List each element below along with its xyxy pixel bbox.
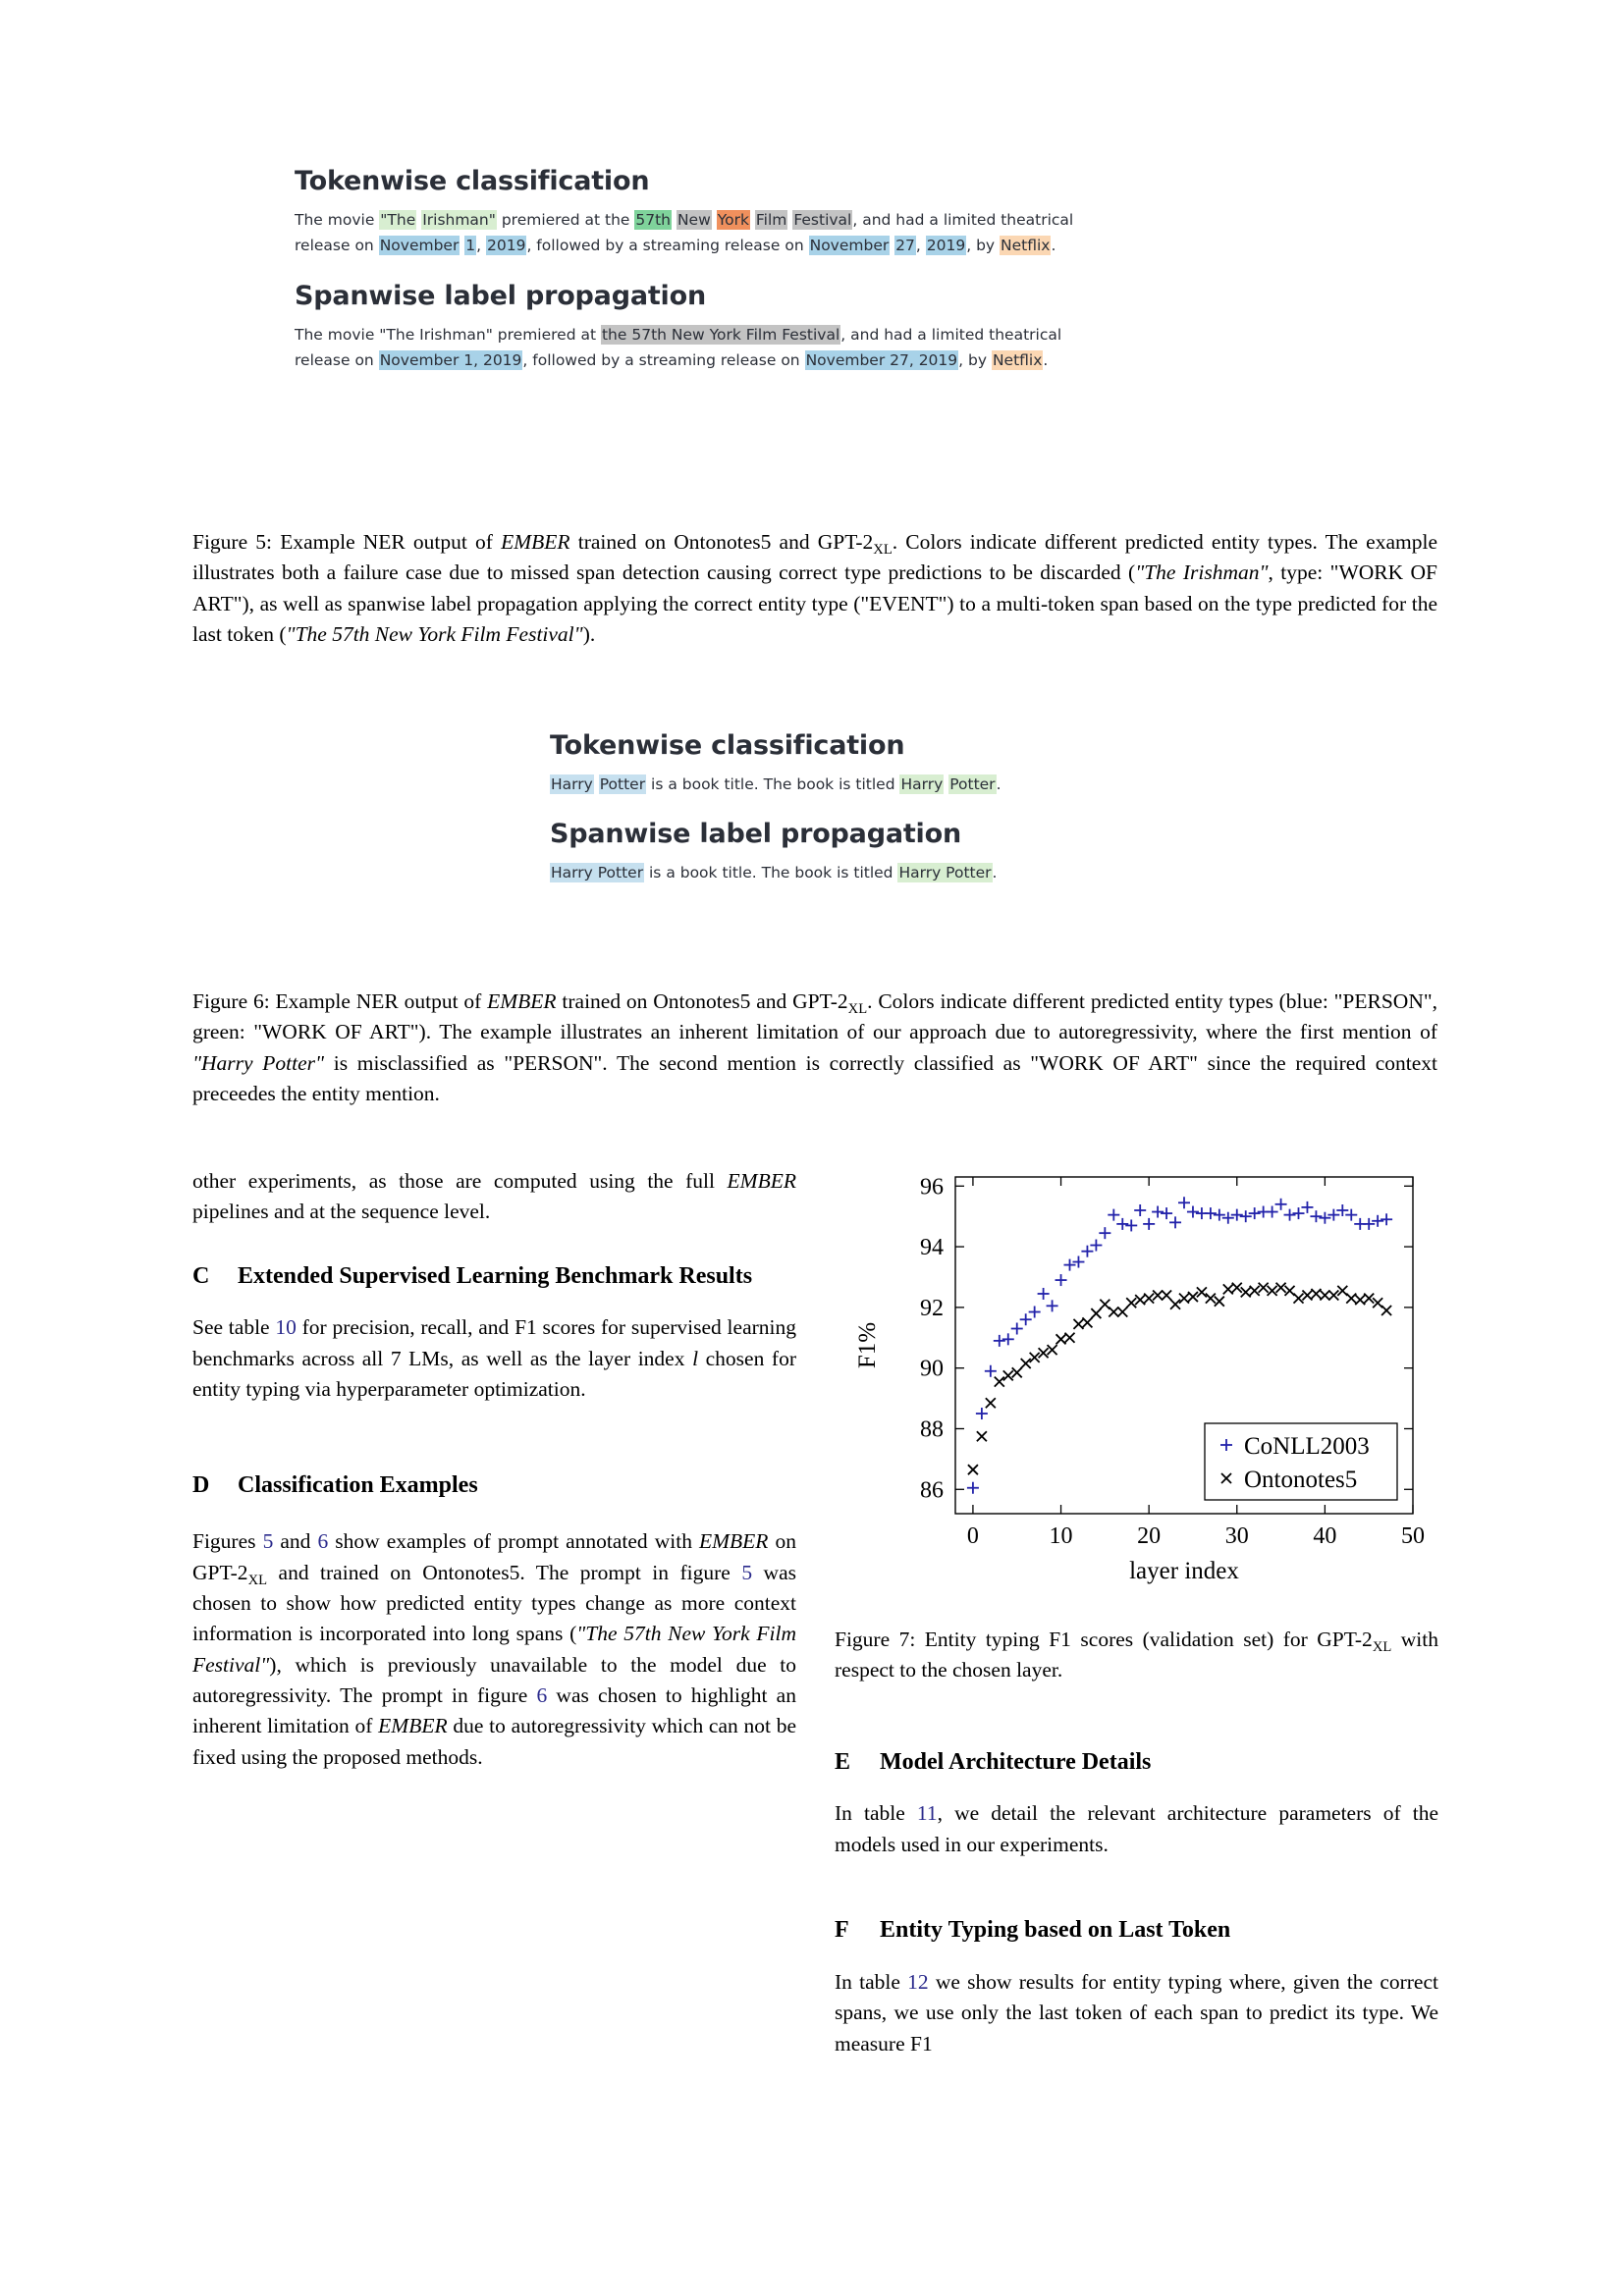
figure-5-illustration: [295, 167, 1119, 374]
section-f-letter: F: [835, 1917, 849, 1944]
table-ref-11[interactable]: 11: [916, 1801, 938, 1826]
fig6-caption-em1: EMBER: [487, 989, 557, 1013]
fig6-spanwise-heading: Spanwise label propagation: [550, 819, 961, 850]
entity-highlight-blue: 27: [895, 237, 915, 255]
x-tick-label: 30: [1224, 1523, 1249, 1549]
legend-label-ontonotes5: Ontonotes5: [1244, 1467, 1358, 1493]
para-d-sub: XL: [247, 1572, 268, 1588]
fig5-span-line1: The movie "The Irishman" premiered at the 57th New York Film Festival, and had a limited theatrical: [295, 325, 1062, 344]
fig6-caption-p2: trained on Ontonotes5 and GPT-2: [556, 989, 848, 1013]
fig6-caption-p3: . Colors indicate different predicted entity types (blue: "PERSON", green: "WORK OF ART"). The example illustrates an inherent limitation of our approach due to autoregressivity, where the first mention of: [192, 989, 1437, 1044]
y-tick-label: 86: [920, 1477, 944, 1504]
legend-label-conll2003: CoNLL2003: [1244, 1433, 1370, 1460]
entity-highlight-blue: 1: [465, 237, 476, 255]
right-para-f: [835, 1967, 1438, 2059]
figure-7-chart: [839, 1163, 1438, 1595]
figure-5-caption: [192, 527, 1437, 651]
figure-6-caption: [192, 987, 1437, 1110]
chart-legend: [1205, 1423, 1397, 1500]
x-tick-label: 10: [1049, 1523, 1073, 1549]
section-heading-d: [192, 1470, 796, 1502]
entity-highlight-lgreen: Harry Potter: [898, 864, 992, 882]
fig7-caption-a: Entity typing F1 scores (validation set) for GPT-2: [915, 1628, 1373, 1651]
x-tick-label: 20: [1137, 1523, 1162, 1549]
para-d-em2: "The 57th New York Film Festival": [192, 1622, 796, 1677]
table-ref-12[interactable]: 12: [907, 1969, 929, 1994]
left-para-b: pipelines and at the sequence level.: [192, 1200, 491, 1224]
right-column: [835, 1625, 1438, 2059]
table-ref-10[interactable]: 10: [275, 1315, 297, 1340]
para-e-b: , we detail the relevant architecture parameters of the models used in our experiments.: [835, 1801, 1438, 1856]
entity-highlight-gray: the 57th New York Film Festival: [601, 325, 840, 344]
entity-highlight-lblue: Harry: [551, 774, 593, 793]
para-d-d: on GPT-2: [192, 1529, 797, 1584]
fig5-caption-sub1: XL: [873, 542, 893, 558]
entity-highlight-blue: November: [379, 237, 460, 255]
left-column: [192, 1166, 796, 1773]
fig5-spanwise-heading: Spanwise label propagation: [295, 281, 706, 311]
entity-highlight-lorange: Netflix: [1001, 237, 1051, 255]
fig5-spanwise-text: [295, 322, 1119, 374]
para-d-c: show examples of prompt annotated with: [328, 1529, 699, 1554]
y-tick-label: 88: [920, 1416, 944, 1443]
section-c-letter: C: [192, 1262, 210, 1289]
section-heading-f: [835, 1915, 1438, 1947]
fig6-tokenwise-text: [550, 772, 1237, 798]
fig6-spanwise-text: [550, 860, 1237, 886]
section-e-letter: E: [835, 1748, 851, 1775]
y-tick-label: 90: [920, 1356, 944, 1382]
entity-highlight-lgreen: "The: [380, 210, 416, 229]
fig5-caption-p3: . Colors indicate different predicted entity types. The example illustrates both a failure case due to missed span detection causing correct type predictions to be discarded (: [192, 530, 1437, 585]
fig6-caption-p1: Example NER output of: [269, 989, 488, 1013]
entity-highlight-blue: 2019: [487, 237, 526, 255]
y-tick-label: 96: [920, 1174, 944, 1201]
fig5-caption-p1: Example NER output of: [272, 530, 502, 554]
entity-highlight-lorange: Netflix: [992, 351, 1043, 370]
para-d-f: was chosen to show how predicted entity types change as more context information is incorporated into long spans (: [192, 1560, 796, 1646]
fig5-tok-line2: release on November 1, 2019, followed by a streaming release on November 27, 2019, by Netflix.: [295, 237, 1056, 255]
para-d-h: was chosen to highlight an inherent limitation of: [192, 1683, 796, 1738]
fig5-tok-line1: The movie "The Irishman" premiered at the 57th New York Film Festival, and had a limited theatrical: [295, 210, 1074, 229]
fig5-tokenwise-text: [295, 207, 1119, 259]
para-c-c: chosen for entity typing via hyperparameter optimization.: [192, 1346, 796, 1402]
para-e-a: In table: [835, 1801, 917, 1826]
figure-7-caption: [835, 1625, 1438, 1686]
para-d-g: ), which is previously unavailable to the model due to autoregressivity. The prompt in figure: [192, 1652, 796, 1708]
figure-ref-6b[interactable]: 6: [536, 1683, 548, 1708]
fig5-caption-em3: "The 57th New York Film Festival": [286, 622, 583, 647]
x-tick-label: 40: [1313, 1523, 1337, 1549]
para-d-i: due to autoregressivity which can not be fixed using the proposed methods.: [192, 1714, 796, 1769]
left-para-d: [192, 1526, 796, 1773]
x-tick-label: 0: [966, 1523, 979, 1549]
fig5-caption-em1: EMBER: [501, 530, 570, 554]
entity-typing-f1-scatter: [839, 1163, 1438, 1595]
para-c-b: for precision, recall, and F1 scores for supervised learning benchmarks across all 7 LMs, as well as the layer index: [192, 1315, 797, 1370]
figure-ref-5b[interactable]: 5: [741, 1560, 753, 1584]
fig5-caption-p5: ).: [582, 622, 596, 647]
fig7-caption-b: with respect to the chosen layer.: [835, 1628, 1438, 1682]
para-d-em1: EMBER: [699, 1529, 769, 1554]
entity-highlight-gray: Festival: [793, 210, 852, 229]
fig6-caption-em2: "Harry Potter": [192, 1050, 325, 1075]
entity-highlight-lgreen: Potter: [949, 774, 996, 793]
section-e-title: Model Architecture Details: [880, 1748, 1152, 1775]
fig6-tok-line1: Harry Potter is a book title. The book is titled Harry Potter.: [551, 774, 1001, 793]
y-tick-label: 92: [920, 1295, 944, 1321]
fig5-span-line2: release on November 1, 2019, followed by a streaming release on November 27, 2019, by Netflix.: [295, 351, 1049, 370]
fig5-caption-p4: , type: "WORK OF ART"), as well as spanwise label propagation applying the correct entity type ("EVENT") to a multi-token span based on the type predicted for the last token (: [192, 561, 1438, 647]
section-c-title: Extended Supervised Learning Benchmark Results: [238, 1262, 753, 1289]
fig5-tokenwise-heading: Tokenwise classification: [295, 166, 650, 196]
entity-highlight-blue: November: [809, 237, 890, 255]
para-d-a: Figures: [192, 1529, 263, 1554]
para-c-a: See table: [192, 1315, 276, 1340]
y-tick-label: 94: [920, 1235, 944, 1261]
para-c-em-l: l: [692, 1346, 699, 1370]
entity-highlight-gray: Film: [755, 210, 787, 229]
left-para-em: EMBER: [727, 1169, 796, 1193]
figure-ref-5a[interactable]: 5: [262, 1529, 274, 1554]
fig5-caption-label: Figure 5:: [192, 530, 273, 554]
entity-highlight-green: 57th: [635, 210, 671, 229]
fig6-span-line1: Harry Potter is a book title. The book is titled Harry Potter.: [551, 864, 998, 882]
para-d-em3: EMBER: [378, 1714, 448, 1738]
fig5-caption-p2: trained on Ontonotes5 and GPT-2: [569, 530, 874, 554]
fig6-caption-p4: is misclassified as "PERSON". The second mention is correctly classified as "WORK OF ART" since the required context preceedes the entity mention.: [192, 1050, 1437, 1106]
fig6-caption-sub1: XL: [847, 1001, 868, 1017]
entity-highlight-blue: November 27, 2019: [805, 351, 958, 370]
fig6-caption-label: Figure 6:: [192, 989, 270, 1013]
section-d-title: Classification Examples: [238, 1471, 478, 1498]
entity-highlight-lgreen: Irishman": [422, 210, 496, 229]
entity-highlight-lblue: Potter: [599, 774, 646, 793]
left-para-continued: [192, 1166, 796, 1228]
figure-6-illustration: [550, 731, 1237, 886]
entity-highlight-orange: York: [717, 210, 749, 229]
para-f-a: In table: [835, 1969, 908, 1994]
fig7-caption-label: Figure 7:: [835, 1628, 916, 1651]
fig5-caption-em2: "The Irishman": [1135, 561, 1269, 585]
y-axis-label: F1%: [854, 1321, 881, 1369]
x-tick-label: 50: [1401, 1523, 1425, 1549]
right-para-e: [835, 1798, 1438, 1860]
section-heading-c: [192, 1261, 796, 1293]
left-para-c: [192, 1312, 796, 1405]
entity-highlight-lblue: Harry Potter: [551, 864, 644, 882]
entity-highlight-blue: 2019: [926, 237, 966, 255]
x-axis-label: layer index: [1129, 1558, 1239, 1584]
section-f-title: Entity Typing based on Last Token: [880, 1917, 1231, 1944]
section-heading-e: [835, 1747, 1438, 1779]
fig7-caption-sub: XL: [1372, 1639, 1392, 1655]
entity-highlight-gray: New: [677, 210, 711, 229]
figure-ref-6a[interactable]: 6: [317, 1529, 329, 1554]
entity-highlight-lgreen: Harry: [900, 774, 944, 793]
section-d-letter: D: [192, 1471, 210, 1498]
left-para-a: other experiments, as those are computed using the full: [192, 1169, 728, 1193]
para-d-e: and trained on Ontonotes5. The prompt in figure: [267, 1560, 742, 1584]
entity-highlight-blue: November 1, 2019: [379, 351, 522, 370]
fig6-tokenwise-heading: Tokenwise classification: [550, 730, 905, 761]
para-d-b: and: [273, 1529, 318, 1554]
para-f-b: we show results for entity typing where, given the correct spans, we use only the last token of each span to predict its type. We measure F1: [835, 1969, 1438, 2056]
